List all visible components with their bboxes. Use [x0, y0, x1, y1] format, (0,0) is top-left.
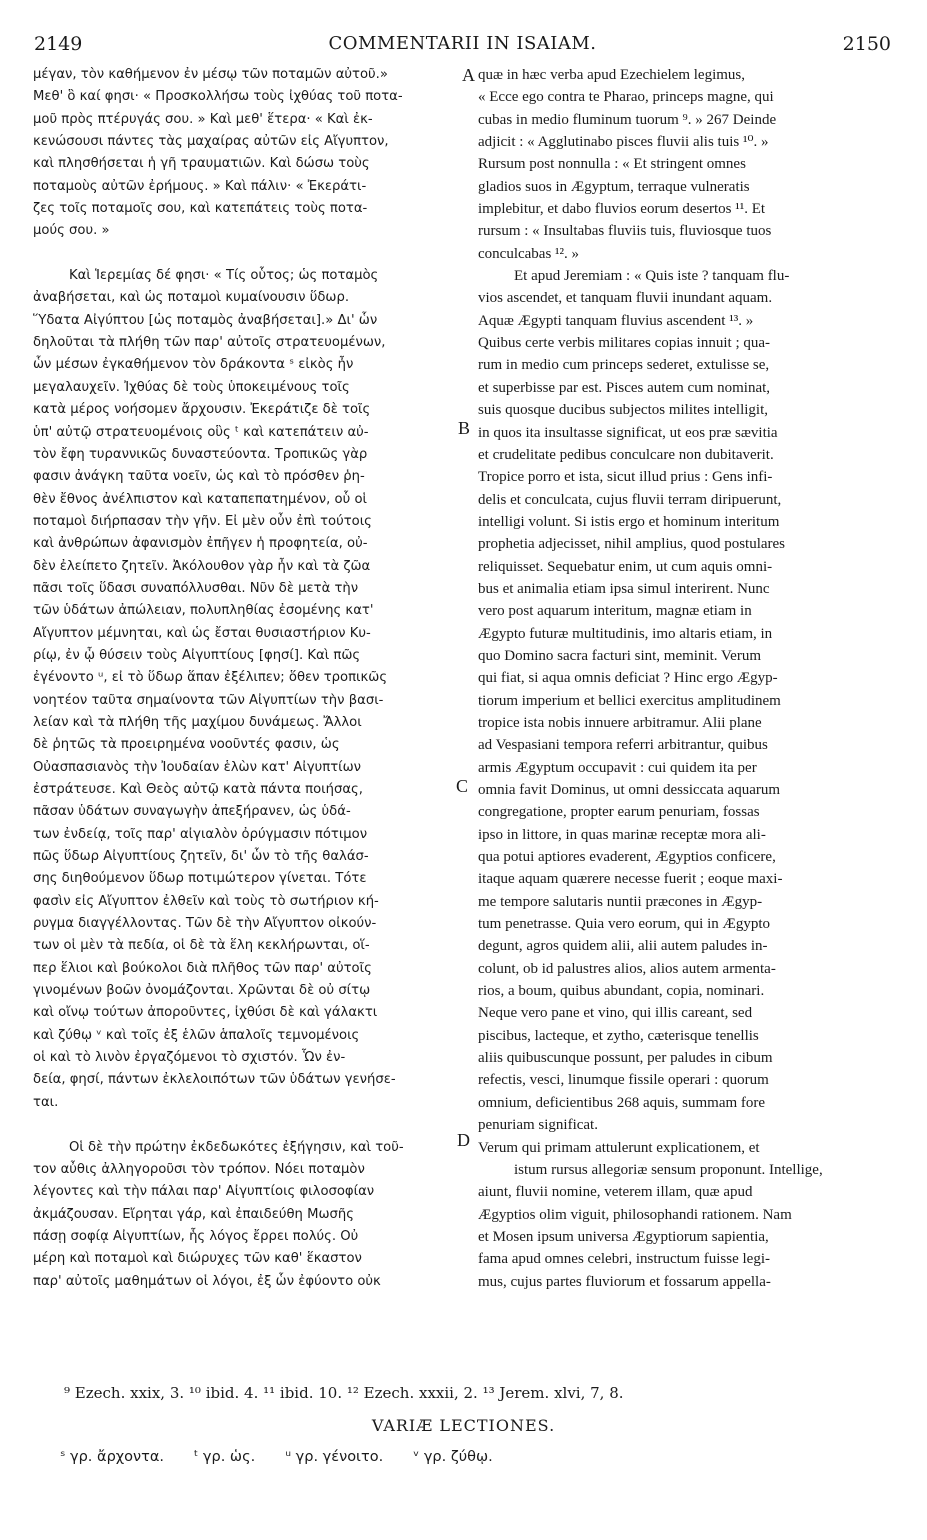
latin-text-line: « Ecce ego contra te Pharao, princeps magne, qui	[478, 89, 774, 106]
latin-text-line: me tempore salutaris nuntii præcones in Ægyp-	[478, 893, 763, 910]
greek-text-line: μέρη καὶ ποταμοὶ καὶ διώρυχες τῶν καθ' ἕκαστον	[33, 1251, 362, 1267]
greek-text-line: ρίῳ, ἐν ᾧ θύσειν τοὺς Αἰγυπτίους [φησί]. Καὶ πῶς	[33, 647, 361, 663]
latin-text-line: rum in medio cum princeps sederet, extulisse se,	[478, 357, 770, 374]
greek-text-line: ἐστράτευσε. Καὶ Θεὸς αὐτῷ κατὰ πάντα ποιήσας,	[33, 782, 363, 797]
latin-text-line: colunt, ob id palustres alios, alios autem armenta-	[478, 960, 776, 977]
greek-text-line: παρ' αὐτοῖς μαθημάτων οἱ λόγοι, ἐξ ὧν ἐφύοντο οὐκ	[33, 1273, 381, 1289]
greek-text-line: φασὶν εἰς Αἴγυπτον ἐλθεῖν καὶ τοὺς τὸ σωτήριον κή-	[33, 893, 379, 909]
latin-text-line: Verum qui primam attulerunt explicationem, et	[478, 1139, 760, 1156]
greek-text-line: Μεθ' ὃ καί φησι· « Προσκολλήσω τοὺς ἰχθύας τοῦ ποτα-	[33, 89, 403, 105]
latin-text-line: Tropice porro et ista, sicut illud prius : Gens infi-	[478, 469, 773, 486]
greek-text-line: καὶ ζύθῳ ᵛ καὶ τοῖς ἐξ ἑλῶν ἁπαλοῖς τεμνομένοις	[33, 1027, 360, 1043]
variae-lectiones-title: VARIÆ LECTIONES.	[371, 1416, 556, 1435]
greek-text-line: πᾶσαν ὑδάτων συναγωγὴν ἀπεξήρανεν, ὡς ὑδά-	[33, 804, 351, 820]
latin-text-line: Quibus certe verbis militares copias innuit ; qua-	[478, 335, 771, 352]
latin-text-line: gladios suos in Ægyptum, terraque vulneratis	[478, 178, 750, 195]
latin-text-line: quo Domino sacra facturi sint, meminit. Verum	[478, 647, 762, 664]
latin-text-line: vero post aquarum interitum, magnæ etiam in	[478, 603, 752, 620]
latin-text-line: istum rursus allegoriæ sensum proponunt. Intellige,	[514, 1161, 823, 1178]
greek-text-line: πῶς ὕδωρ Αἰγυπτίους ζητεῖν, δι' ὧν τὸ τῆς θαλάσ-	[33, 849, 369, 865]
latin-text-line: itaque aquam quærere necesse fuerit ; eoque maxi-	[478, 871, 783, 888]
greek-text-line: Ὕδατα Αἰγύπτου [ὡς ποταμὸς ἀναβήσεται].» Δι' ὧν	[33, 312, 378, 328]
greek-text-line: δηλοῦται τὰ πλήθη τῶν παρ' αὐτοῖς στρατευομένων,	[33, 335, 386, 351]
greek-text-line: κενώσουσι πάντες τὰς μαχαίρας αὐτῶν εἰς Αἴγυπτον,	[33, 134, 389, 150]
latin-text-line: penuriam significat.	[478, 1117, 598, 1134]
greek-text-line: καὶ ἀνθρώπων ἀφανισμὸν ἐπῆγεν ἡ προφητεία, οὐ-	[33, 536, 368, 552]
latin-text-line: Neque vero pane et vino, qui illis careant, sed	[478, 1005, 753, 1022]
greek-text-line: σης διηθούμενον ὕδωρ ποτιμώτερον γίνεται. Τότε	[33, 871, 367, 887]
latin-text-line: et superbisse par est. Pisces autem cum nominat,	[478, 379, 771, 396]
latin-text-line: refectis, vesci, linumque fissile operari : quorum	[478, 1072, 769, 1089]
margin-marker-d: D	[457, 1130, 470, 1150]
greek-text-line: γινομένων βοῶν ὀνομάζονται. Χρῶνται δὲ οὐ σίτῳ	[33, 983, 371, 999]
latin-text-line: tiorum imperium et bellici exercitus amplitudinem	[478, 692, 781, 709]
variant-reading: ᵛ γρ. ζύθῳ.	[413, 1449, 493, 1465]
greek-text-line: λείαν καὶ τὰ πλήθη τῆς μαχίμου δυνάμεως. Ἄλλοι	[33, 714, 362, 730]
latin-text-line: Rursum post nonnulla : « Et stringent omnes	[478, 156, 746, 173]
page-number-right: 2150	[842, 33, 891, 55]
greek-text-line: των οἱ μὲν τὰ πεδία, οἱ δὲ τὰ ἕλη κεκλήρωνται, οἵ-	[33, 938, 370, 954]
greek-text-line: μοῦ πρὸς πτέρυγάς σου. » Καὶ μεθ' ἕτερα· « Καὶ ἐκ-	[33, 111, 373, 127]
greek-text-line: οἱ καὶ τὸ λινὸν ἐργαζόμενοι τὸ σχιστόν. Ὧν ἐν-	[33, 1050, 346, 1066]
greek-text-line: λέγοντες καὶ τὴν πάλαι παρ' Αἰγυπτίοις φιλοσοφίαν	[33, 1184, 375, 1200]
greek-text-line: περ ἕλιοι καὶ βούκολοι διὰ πλῆθος τῶν παρ' αὐτοῖς	[33, 960, 372, 976]
greek-text-line: φασιν ἀνάγκη ταῦτα νοεῖν, ὡς καὶ τὸ πρόσθεν ῥη-	[33, 469, 365, 485]
greek-text-line: καὶ οἴνῳ τούτων ἀποροῦντες, ἰχθύσι δὲ καὶ γάλακτι	[33, 1005, 378, 1021]
greek-column	[33, 64, 460, 1293]
greek-text-line: ρυγμα διαγγέλλοντας. Τῶν δὲ τὴν Αἴγυπτον οἰκούν-	[33, 916, 377, 932]
footnotes: ⁹ Ezech. xxix, 3. ¹⁰ ibid. 4. ¹¹ ibid. 10. ¹² Ezech. xxxii, 2. ¹³ Jerem. xlvi, 7, 8.	[64, 1384, 624, 1402]
greek-text-line: ὧν μέσων ἐγκαθήμενον τὸν δράκοντα ˢ εἰκὸς ἦν	[33, 357, 354, 373]
variant-reading: ˢ γρ. ἄρχοντα.	[60, 1449, 165, 1465]
greek-text-line: ται.	[33, 1094, 59, 1110]
greek-text-line: μέγαν, τὸν καθήμενον ἐν μέσῳ τῶν ποταμῶν αὐτοῦ.»	[33, 67, 388, 82]
page-number-left: 2149	[34, 33, 83, 55]
variant-reading: ᵗ γρ. ὡς.	[194, 1449, 256, 1465]
latin-text-line: conculcabas ¹². »	[478, 245, 580, 262]
greek-text-line: νοητέον ταῦτα σημαίνοντα τῶν Αἰγυπτίων τὴν βασι-	[33, 692, 384, 708]
latin-text-line: prophetia adjecisset, nihil amplius, quod postulares	[478, 536, 786, 553]
latin-text-line: ad Vespasiani tempora referri arbitrantur, quibus	[478, 737, 768, 754]
latin-text-line: intelligi volunt. Si istis ergo et hominum interitum	[478, 513, 780, 530]
latin-text-line: delis et conculcata, cujus fluvii terram diripuerunt,	[478, 491, 782, 508]
variant-readings	[60, 1449, 523, 1465]
greek-text-line: πᾶσι τοῖς ὕδασι συναπόλλυσθαι. Νῦν δὲ μετὰ τὴν	[33, 580, 359, 596]
greek-text-line: Καὶ Ἱερεμίας δέ φησι· « Τίς οὗτος; ὡς ποταμὸς	[69, 268, 379, 284]
greek-text-line: Οἱ δὲ τὴν πρώτην ἐκδεδωκότες ἐξήγησιν, καὶ τοῦ-	[69, 1139, 404, 1155]
variant-reading: ᵘ γρ. γένοιτο.	[285, 1449, 384, 1465]
greek-text-line: πάσῃ σοφίᾳ Αἰγυπτίων, ἧς λόγος ἔρρει πολύς. Οὐ	[33, 1228, 359, 1244]
greek-text-line: κατὰ μέρος νοήσομεν ἄρχουσιν. Ἐκεράτιζε δὲ τοῖς	[33, 402, 371, 418]
latin-text-line: tum penetrasse. Quia vero eorum, qui in Ægypto	[478, 916, 771, 933]
latin-text-line: Aquæ Ægypti tanquam fluvius ascendent ¹³. »	[478, 312, 754, 329]
latin-text-line: et Mosen ipsum universa Ægyptiorum sapientia,	[478, 1228, 769, 1245]
latin-text-line: piscibus, lacteque, et zytho, cæterisque tenellis	[478, 1027, 759, 1044]
greek-text-line: μούς σου. »	[33, 223, 110, 239]
greek-text-line: ζες τοῖς ποταμοῖς σου, καὶ κατεπάτεις τοὺς ποτα-	[33, 201, 368, 217]
latin-text-line: aiunt, fluvii nomine, veterem illam, quæ apud	[478, 1184, 753, 1201]
greek-text-line: δὲ ῥητῶς τὰ προειρημένα νοοῦντές φασιν, ὡς	[33, 737, 340, 753]
latin-text-line: bus et animalia etiam ipsa simul interirent. Nunc	[478, 580, 770, 597]
latin-text-line: fama apud omnes celebri, instructum fuisse legi-	[478, 1251, 770, 1268]
greek-text-line: τὸν ἔφη τυραννικῶς δυναστεύοντα. Τροπικῶς γὰρ	[33, 446, 368, 462]
latin-text-line: tropice ista nobis innuere arbitramur. Alii plane	[478, 714, 762, 731]
greek-text-line: ὑπ' αὐτῷ στρατευομένοις οὓς ᵗ καὶ κατεπάτειν αὐ-	[33, 424, 369, 440]
margin-marker-c: C	[456, 776, 469, 796]
greek-text-line: δὲν ἐλείπετο ζητεῖν. Ἀκόλουθον γὰρ ἦν καὶ τὰ ζῶα	[33, 558, 371, 574]
latin-text-line: mus, cujus partes fluviorum et fossarum appella-	[478, 1273, 771, 1290]
latin-text-line: congregatione, propter earum penuriam, fossas	[478, 804, 760, 821]
latin-text-line: vios ascendet, et tanquam fluvii inundant aquam.	[478, 290, 773, 307]
greek-text-line: τον αὖθις ἀλληγοροῦσι τὸν τρόπον. Νόει ποταμὸν	[33, 1161, 365, 1177]
paragraph-gap	[33, 243, 460, 265]
latin-text-line: degunt, agros quidem alii, alii autem paludes in-	[478, 938, 768, 955]
latin-text-line: omnia favit Dominus, ut omni dessiccata aquarum	[478, 782, 781, 798]
greek-text-line: δεία, φησί, πάντων ἐκλελοιπότων τῶν ὑδάτων γενήσε-	[33, 1072, 396, 1088]
latin-text-line: cubas in medio fluminum tuorum ⁹. » 267 Deinde	[478, 111, 777, 128]
latin-text-line: reliquisset. Sequebatur enim, ut cum aquis omni-	[478, 558, 773, 575]
greek-text-line: μεγαλαυχεῖν. Ἰχθύας δὲ τοὺς ὑποκειμένους τοῖς	[33, 379, 350, 395]
latin-text-line: rios, a boum, quibus abundant, copia, nominari.	[478, 983, 765, 1000]
greek-text-line: Αἴγυπτον μέμνηται, καὶ ὡς ἔσται θυσιαστήριον Κυ-	[33, 625, 371, 641]
latin-text-line: et crudelitate pedibus conculcare non dubitaverit.	[478, 446, 774, 463]
latin-text-line: ipso in littore, in quas marinæ receptæ mora ali-	[478, 826, 766, 843]
latin-text-line: implebitur, et dabo fluvios eorum desertos ¹¹. Et	[478, 201, 766, 218]
greek-text-line: Οὐασπασιανὸς τὴν Ἰουδαίαν ἑλὼν κατ' Αἰγυπτίων	[33, 759, 362, 775]
greek-text-line: ἀναβήσεται, καὶ ὡς ποταμοὶ κυμαίνουσιν ὕδωρ.	[33, 290, 350, 306]
greek-text-line: ἐγένοντο ᵘ, εἰ τὸ ὕδωρ ἅπαν ἐξέλιπεν; ὅθεν τροπικῶς	[33, 670, 388, 686]
latin-text-line: Ægyptios olim viguit, philosophandi rationem. Nam	[478, 1206, 792, 1223]
latin-text-line: rursum : « Insultabas fluviis tuis, fluviosque tuos	[478, 223, 772, 240]
latin-text-line: qui fiat, si aqua omnis deficiat ? Hinc ergo Ægyp-	[478, 670, 778, 687]
latin-text-line: quæ in hæc verba apud Ezechielem legimus,	[478, 67, 746, 83]
latin-column	[478, 64, 892, 1293]
greek-text-line: καὶ πλησθήσεται ἡ γῆ τραυματιῶν. Καὶ δώσω τοὺς	[33, 156, 370, 172]
margin-marker-a: A	[462, 65, 475, 85]
greek-text-line: ποταμοὺς αὐτῶν ἐρήμους. » Καὶ πάλιν· « Ἐκεράτι-	[33, 178, 367, 194]
page-header	[34, 33, 891, 59]
greek-text-line: ἀκμάζουσαν. Εἴρηται γάρ, καὶ ἐπαιδεύθη Μωσῆς	[33, 1206, 354, 1222]
running-title: COMMENTARII IN ISAIAM.	[328, 33, 597, 54]
latin-text-line: aliis quibuscunque possunt, per paludes in cibum	[478, 1050, 773, 1067]
latin-text-line: omnium, deficientibus 268 aquis, summam fore	[478, 1094, 766, 1111]
latin-text-line: armis Ægyptum occupavit : cui quidem ita per	[478, 759, 757, 776]
latin-text-line: adjicit : « Agglutinabo pisces fluvii alis tuis ¹⁰. »	[478, 134, 769, 151]
greek-text-line: των ἐνδείᾳ, τοῖς παρ' αἰγιαλὸν ὀρύγμασιν πότιμον	[33, 826, 368, 842]
latin-text-line: suis quosque ducibus subjectos milites intelligit,	[478, 402, 768, 419]
latin-text-line: in quos ita insultasse significat, ut eos præ sævitia	[478, 424, 778, 441]
greek-text-line: θὲν ἔθνος ἀνέλπιστον καὶ καταπεπατημένον, οὗ οἱ	[33, 491, 367, 507]
paragraph-gap	[33, 1114, 460, 1136]
margin-marker-b: B	[458, 418, 471, 438]
greek-text-line: τῶν ὑδάτων ἀπώλειαν, πολυπληθίας ἐσομένης κατ'	[33, 603, 374, 619]
greek-text-line: ποταμοὶ διήρπασαν τὴν γῆν. Εἰ μὲν οὖν ἐπὶ τούτοις	[33, 513, 372, 529]
latin-text-line: Et apud Jeremiam : « Quis iste ? tanquam flu-	[514, 268, 790, 285]
latin-text-line: Ægypto futuræ multitudinis, imo altaris etiam, in	[478, 625, 773, 642]
latin-text-line: qua potui aptiores evaderent, Ægyptios conficere,	[478, 849, 776, 866]
